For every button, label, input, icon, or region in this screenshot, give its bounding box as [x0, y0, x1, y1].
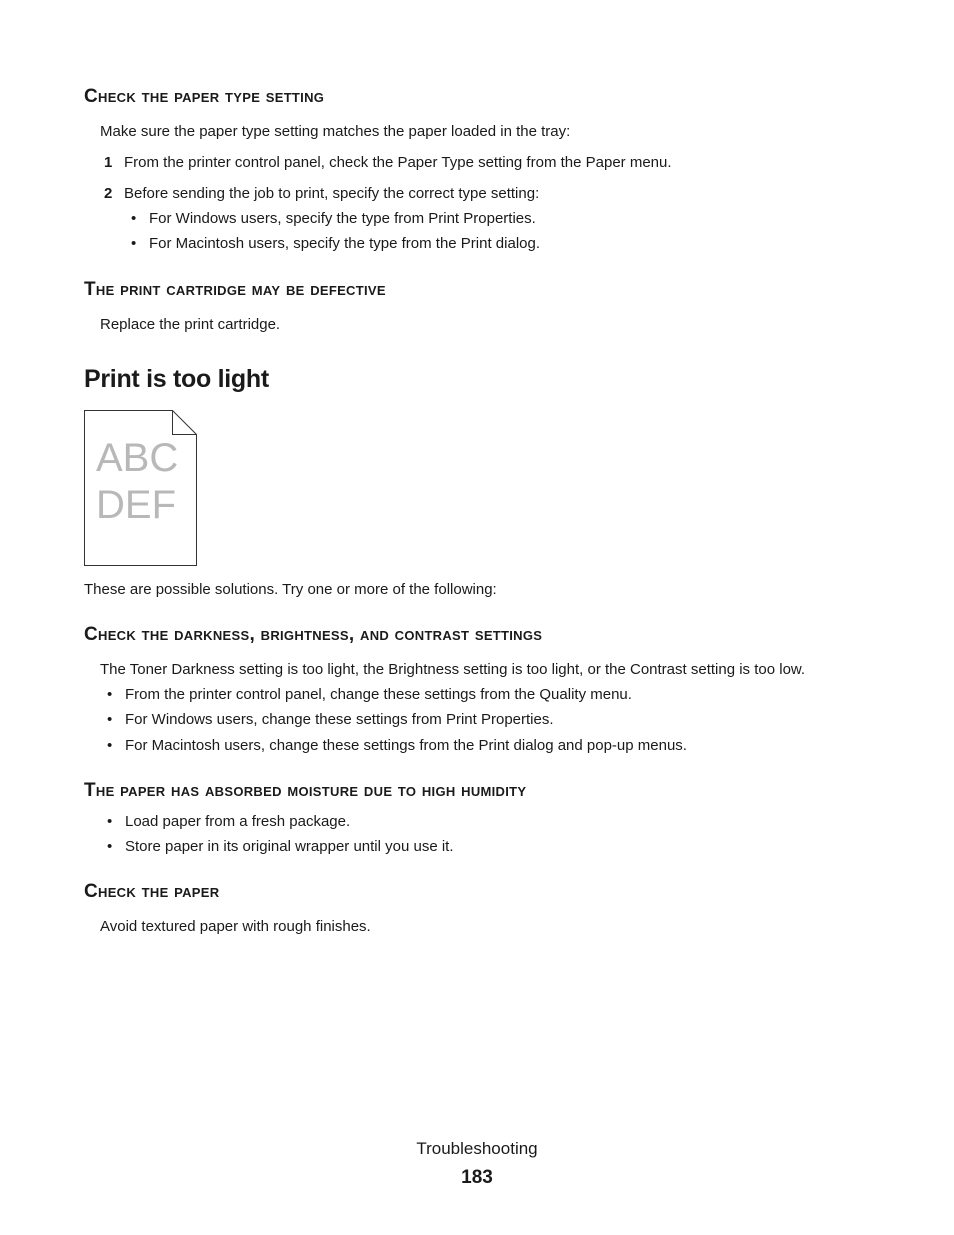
bullet-icon: • — [107, 813, 113, 830]
bullet-icon: • — [131, 210, 137, 227]
step-text: Before sending the job to print, specify the correct type setting: — [124, 185, 540, 202]
cartridge-text: Replace the print cartridge. — [100, 316, 281, 333]
step-number: 1 — [104, 154, 113, 171]
list-item-text: For Windows users, change these settings from Print Properties. — [125, 711, 554, 728]
illustration-text-line2: DEF — [96, 483, 176, 527]
section-heading-check-paper: Check the paper — [84, 881, 220, 902]
step-1 — [104, 154, 672, 172]
bullet-icon: • — [107, 711, 113, 728]
page-title: Print is too light — [84, 365, 269, 393]
bullet-icon: • — [107, 838, 113, 855]
list-item-text: From the printer control panel, change these settings from the Quality menu. — [125, 686, 632, 703]
list-item — [107, 686, 632, 704]
list-item — [131, 235, 540, 253]
list-item — [131, 210, 536, 228]
step-2 — [104, 185, 539, 203]
list-item-text: For Macintosh users, specify the type from the Print dialog. — [149, 235, 541, 252]
list-item — [107, 737, 687, 755]
list-item — [107, 711, 554, 729]
section-heading-paper-type: Check the paper type setting — [84, 86, 325, 107]
section-heading-darkness: Check the darkness, brightness, and contrast settings — [84, 624, 543, 645]
list-item — [107, 838, 454, 856]
bullet-icon: • — [107, 686, 113, 703]
footer-section-label: Troubleshooting — [416, 1139, 538, 1158]
solutions-intro: These are possible solutions. Try one or more of the following: — [84, 581, 497, 598]
bullet-icon: • — [107, 737, 113, 754]
section-heading-cartridge: The print cartridge may be defective — [84, 279, 386, 300]
step-number: 2 — [104, 185, 113, 202]
section-heading-humidity: The paper has absorbed moisture due to high humidity — [84, 780, 527, 801]
list-item-text: For Macintosh users, change these settings from the Print dialog and pop-up menus. — [125, 737, 687, 754]
paper-type-intro: Make sure the paper type setting matches the paper loaded in the tray: — [100, 123, 571, 140]
step-text: From the printer control panel, check the Paper Type setting from the Paper menu. — [124, 154, 672, 171]
bullet-icon: • — [131, 235, 137, 252]
light-print-illustration — [84, 410, 196, 565]
list-item-text: Store paper in its original wrapper until you use it. — [125, 838, 454, 855]
list-item — [107, 813, 350, 831]
list-item-text: For Windows users, specify the type from Print Properties. — [149, 210, 536, 227]
darkness-text: The Toner Darkness setting is too light, the Brightness setting is too light, or the Contrast setting is too low. — [100, 661, 806, 678]
check-paper-text: Avoid textured paper with rough finishes. — [100, 918, 371, 935]
illustration-text-line1: ABC — [96, 436, 179, 480]
list-item-text: Load paper from a fresh package. — [125, 813, 351, 830]
page-number: 183 — [461, 1167, 493, 1188]
